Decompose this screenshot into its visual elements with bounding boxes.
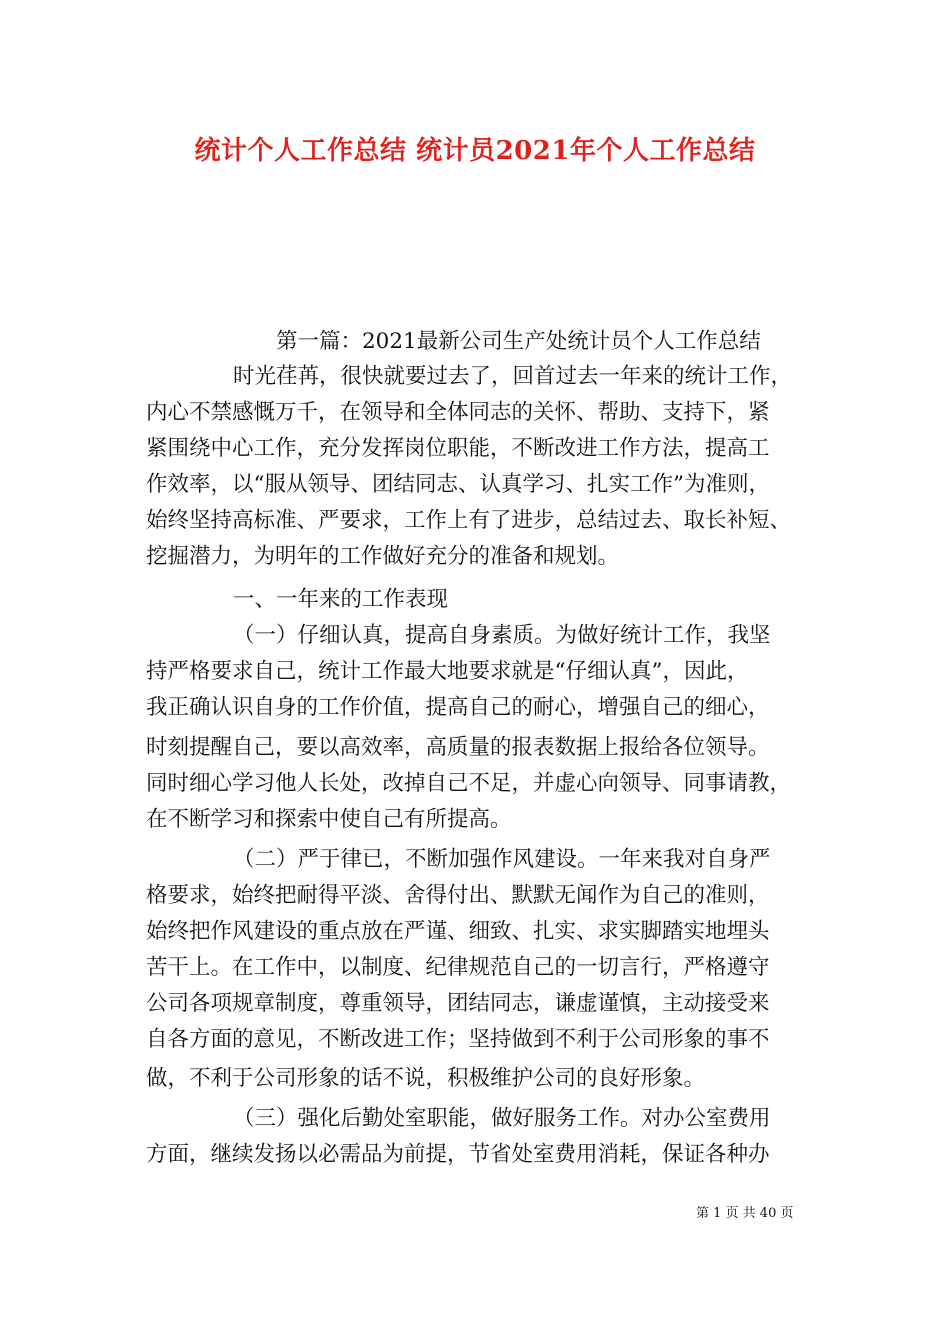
- body-line: 格要求，始终把耐得平淡、舍得付出、默默无闻作为自己的准则，: [146, 883, 770, 908]
- body-line: （三）强化后勤处室职能，做好服务工作。对办公室费用: [233, 1106, 771, 1131]
- page-number: 第 1 页 共 40 页: [696, 1206, 794, 1221]
- body-line: 始终坚持高标准、严要求，工作上有了进步，总结过去、取长补短、: [146, 508, 792, 533]
- body-line: 紧围绕中心工作，充分发挥岗位职能，不断改进工作方法，提高工: [146, 436, 770, 461]
- body-line: 持严格要求自己，统计工作最大地要求就是“仔细认真”，因此，: [146, 659, 749, 684]
- body-line: 方面，继续发扬以必需品为前提，节省处室费用消耗，保证各种办: [146, 1142, 770, 1167]
- body-line: 苦干上。在工作中，以制度、纪律规范自己的一切言行，严格遵守: [146, 955, 770, 980]
- body-line: 我正确认识自身的工作价值，提高自己的耐心，增强自己的细心，: [146, 695, 770, 720]
- body-line: 内心不禁感慨万千，在领导和全体同志的关怀、帮助、支持下，紧: [146, 400, 770, 425]
- body-line: 公司各项规章制度，尊重领导，团结同志，谦虚谨慎，主动接受来: [146, 991, 770, 1016]
- body-line: 自各方面的意见，不断改进工作；坚持做到不利于公司形象的事不: [146, 1027, 770, 1052]
- body-line: 挖掘潜力，为明年的工作做好充分的准备和规划。: [146, 544, 620, 569]
- body-line: 做，不利于公司形象的话不说，积极维护公司的良好形象。: [146, 1066, 706, 1091]
- body-line: 在不断学习和探索中使自己有所提高。: [146, 807, 512, 832]
- subsection-heading: 一、一年来的工作表现: [233, 587, 449, 612]
- section-heading: 第一篇：2021最新公司生产处统计员个人工作总结: [276, 329, 761, 354]
- body-line: 时刻提醒自己，要以高效率，高质量的报表数据上报给各位领导。: [146, 735, 770, 760]
- body-line: 作效率，以“服从领导、团结同志、认真学习、扎实工作”为准则，: [146, 472, 770, 497]
- body-line: （一）仔细认真，提高自身素质。为做好统计工作，我坚: [233, 623, 771, 648]
- page-title: 统计个人工作总结 统计员2021年个人工作总结: [194, 136, 756, 166]
- body-line: （二）严于律已，不断加强作风建设。一年来我对自身严: [233, 847, 771, 872]
- body-line: 时光荏苒，很快就要过去了，回首过去一年来的统计工作，: [233, 364, 793, 389]
- body-line: 同时细心学习他人长处，改掉自己不足，并虚心向领导、同事请教，: [146, 771, 792, 796]
- body-line: 始终把作风建设的重点放在严谨、细致、扎实、求实脚踏实地埋头: [146, 919, 770, 944]
